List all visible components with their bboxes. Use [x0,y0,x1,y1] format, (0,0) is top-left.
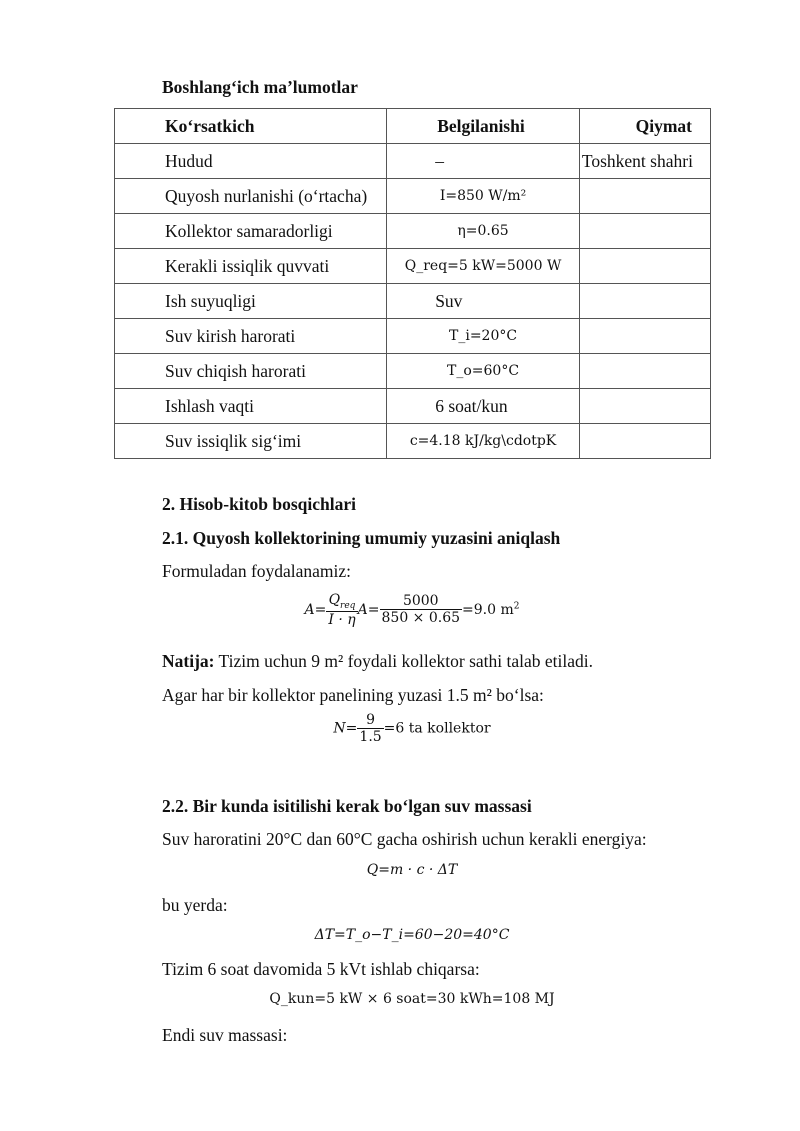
area-equation: A= $\frac{Q_{req}}{I \cdot \eta}$ A= $\frac{5000}{850 \times 0.65}$ =9.0 $m^2$ [304,592,520,628]
header-value: Qiymat [579,109,710,144]
formula-intro: Formuladan foydalanamiz: [162,561,352,581]
cell-value: Toshkent shahri [579,144,710,179]
input-data-table [114,108,711,459]
table-row [115,354,711,389]
table-row [115,249,711,284]
cell-symbol: η=0.65 [387,214,580,249]
cell-param: Kollektor samaradorligi [115,214,387,249]
panel-text: Agar har bir kollektor panelining yuzasi 1.5 m² bo‘lsa: [162,685,544,705]
cell-value [579,179,710,214]
result-paragraph [162,651,593,672]
cell-symbol: – [387,144,580,179]
eq-count-num: 9 [357,712,383,729]
table-row [115,389,711,424]
eq-area-num2: 5000 [380,593,463,610]
cell-value [579,354,710,389]
cell-param: Suv issiqlik sig‘imi [115,424,387,459]
eq-area-num1: Q [328,592,341,608]
table-row [115,284,711,319]
cell-symbol: T_o=60°C [387,354,580,389]
eq-count-result: =6 ta kollektor [383,720,491,737]
table-row [115,319,711,354]
cell-value [579,424,710,459]
table-row [115,214,711,249]
fraction-numeric [380,593,463,626]
cell-symbol: Suv [387,284,580,319]
result-label: Natija: [162,651,215,671]
eq-area-den2: 850 × 0.65 [381,610,461,627]
eq-count-den: 1.5 [359,729,382,745]
where-text: bu yerda: [162,895,228,915]
eq-area-den1: I · η [328,611,356,628]
fraction-count [357,712,383,745]
header-parameter: Ko‘rsatkich [115,109,387,144]
section-title: Boshlang‘ich ma’lumotlar [162,77,358,97]
eq-energy: Q=m · c · ΔT [366,862,458,878]
section-2-1-title: 2.1. Quyosh kollektorining umumiy yuzasini aniqlash [162,528,561,548]
eq-delta: ΔT=T_o−T_i=60−20=40°C [314,927,510,943]
cell-symbol: Q_req=5 kW=5000 W [387,249,580,284]
cell-symbol: T_i=20°C [387,319,580,354]
header-symbol: Belgilanishi [387,109,580,144]
cell-symbol: c=4.18 kJ/kg\cdotpK [387,424,580,459]
table-row [115,179,711,214]
cell-symbol: 6 soat/kun [387,389,580,424]
eq-area-result: =9.0 m [462,601,514,618]
cell-value [579,389,710,424]
cell-param: Hudud [115,144,387,179]
eq-area-lhs: A [304,601,315,618]
cell-value [579,214,710,249]
cell-value [579,249,710,284]
fraction-q-over-ieta [326,592,357,628]
energy-equation [114,862,710,878]
eq-area-mid: A [357,601,368,618]
energy-text: Suv haroratini 20°C dan 60°C gacha oshirish uchun kerakli energiya: [162,829,647,849]
cell-param: Kerakli issiqlik quvvati [115,249,387,284]
eq-count-lhs: N [333,720,346,737]
section-2-2-title: 2.2. Bir kunda isitilishi kerak bo‘lgan suv massasi [162,796,532,816]
cell-param: Suv kirish harorati [115,319,387,354]
result-text: Tizim uchun 9 m² foydali kollektor sathi talab etiladi. [214,651,594,671]
cell-param: Quyosh nurlanishi (o‘rtacha) [115,179,387,214]
cell-param: Suv chiqish harorati [115,354,387,389]
table-row [115,144,711,179]
production-text: Tizim 6 soat davomida 5 kVt ishlab chiqarsa: [162,959,480,979]
mass-text: Endi suv massasi: [162,1025,288,1045]
eq-area-result-sup: 2 [513,601,520,612]
count-equation: N= $\frac{9}{1.5}$ =6 ta kollektor [333,712,491,745]
cell-value [579,319,710,354]
cell-value [579,284,710,319]
cell-symbol: I=850 W/m² [387,179,580,214]
eq-area-num1-sub: req [340,600,356,611]
delta-equation [114,927,710,943]
cell-param: Ishlash vaqti [115,389,387,424]
table-row [115,424,711,459]
table-header-row [115,109,711,144]
eq-daily: Q_kun=5 kW × 6 soat=30 kWh=108 MJ [269,991,555,1007]
cell-param: Ish suyuqligi [115,284,387,319]
daily-equation [114,991,710,1007]
section-2-title: 2. Hisob-kitob bosqichlari [162,494,357,514]
